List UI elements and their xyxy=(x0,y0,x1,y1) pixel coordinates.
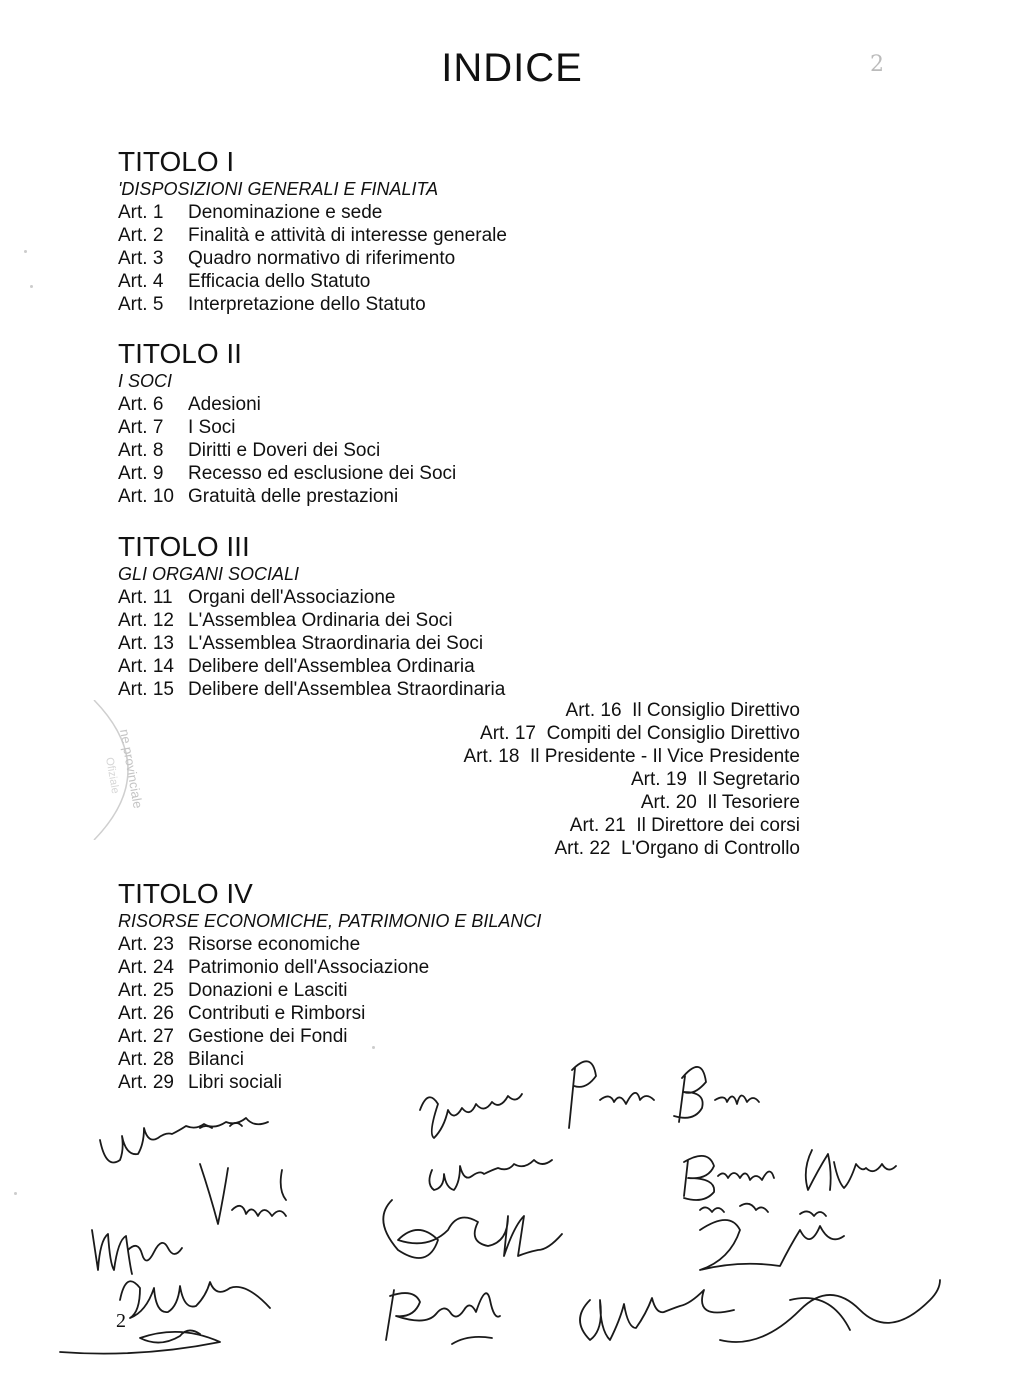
article-entry xyxy=(118,1071,541,1094)
article-title: Il Segretario xyxy=(697,769,800,790)
article-title: Interpretazione dello Statuto xyxy=(188,294,426,315)
section-titolo-4 xyxy=(118,878,541,1094)
scan-speck xyxy=(30,285,33,288)
signature-stroke xyxy=(580,1290,734,1340)
article-number: Art. 23 xyxy=(118,934,174,955)
article-number: Art. 28 xyxy=(118,1049,174,1070)
signature-stroke xyxy=(92,1230,182,1274)
article-title: Gratuità delle prestazioni xyxy=(188,486,399,507)
article-entry xyxy=(118,632,505,655)
article-number: Art. 14 xyxy=(118,656,174,677)
article-number: Art. 9 xyxy=(118,463,164,484)
article-title: Il Consiglio Direttivo xyxy=(632,700,800,721)
section-subtitle: RISORSE ECONOMICHE, PATRIMONIO E BILANCI xyxy=(118,911,542,931)
scan-speck xyxy=(14,1192,17,1195)
article-entry xyxy=(118,1048,541,1071)
section-heading: TITOLO III xyxy=(118,531,250,562)
official-stamp-mark xyxy=(92,700,162,840)
article-number: Art. 4 xyxy=(118,271,164,292)
signature-stroke xyxy=(700,1204,826,1216)
signature-stroke xyxy=(806,1150,896,1190)
article-title: Donazioni e Lasciti xyxy=(188,980,348,1001)
scan-speck xyxy=(372,1046,375,1049)
page-title: INDICE xyxy=(441,46,583,90)
article-number: Art. 5 xyxy=(118,294,164,315)
article-title: Bilanci xyxy=(188,1049,244,1070)
article-title: Adesioni xyxy=(188,394,261,415)
section-heading: TITOLO IV xyxy=(118,878,253,909)
signature-stroke xyxy=(684,1156,774,1200)
article-title: L'Assemblea Ordinaria dei Soci xyxy=(188,610,453,631)
article-title: Efficacia dello Statuto xyxy=(188,271,371,292)
section-titolo-3 xyxy=(118,531,505,701)
article-entry xyxy=(118,979,541,1002)
article-entry xyxy=(118,393,456,416)
signature-stroke xyxy=(569,1061,654,1128)
article-entry xyxy=(300,837,800,860)
article-entry xyxy=(118,956,541,979)
article-number: Art. 21 xyxy=(569,815,626,836)
article-entry xyxy=(118,933,541,956)
article-entry xyxy=(118,655,505,678)
article-title: Il Direttore dei corsi xyxy=(636,815,800,836)
article-number: Art. 2 xyxy=(118,225,164,246)
article-number: Art. 26 xyxy=(118,1003,174,1024)
signature-stroke xyxy=(386,1290,500,1344)
article-title: Gestione dei Fondi xyxy=(188,1026,348,1047)
signature-stroke xyxy=(100,1118,268,1163)
article-title: L'Assemblea Straordinaria dei Soci xyxy=(188,633,484,654)
article-entry xyxy=(118,485,456,508)
article-entry xyxy=(118,439,456,462)
article-number: Art. 1 xyxy=(118,202,164,223)
article-entry xyxy=(118,201,507,224)
article-number: Art. 19 xyxy=(631,769,687,790)
article-entry xyxy=(300,722,800,745)
article-number: Art. 29 xyxy=(118,1072,174,1093)
page-number: 2 xyxy=(116,1310,126,1332)
article-number: Art. 8 xyxy=(118,440,164,461)
article-entry xyxy=(118,270,507,293)
signature-stroke xyxy=(720,1280,940,1342)
section-heading: TITOLO I xyxy=(118,146,235,177)
article-title: Recesso ed esclusione dei Soci xyxy=(188,463,457,484)
article-title: Finalità e attività di interesse generale xyxy=(188,225,507,246)
section-subtitle: 'DISPOSIZIONI GENERALI E FINALITA xyxy=(118,179,439,199)
article-title: L'Organo di Controllo xyxy=(621,838,800,859)
article-number: Art. 24 xyxy=(118,957,174,978)
signature-stroke xyxy=(120,1281,270,1318)
article-entry xyxy=(300,745,800,768)
article-entry xyxy=(118,293,507,316)
article-entry xyxy=(118,586,505,609)
section-subtitle: GLI ORGANI SOCIALI xyxy=(118,564,300,584)
svg-text:Ofiziale: Ofiziale xyxy=(103,756,122,795)
section-titolo-3-continued xyxy=(300,699,800,860)
section-subtitle: I SOCI xyxy=(118,371,173,391)
article-title: Delibere dell'Assemblea Ordinaria xyxy=(188,656,475,677)
article-number: Art. 12 xyxy=(118,610,174,631)
scan-speck xyxy=(24,250,27,253)
article-number: Art. 15 xyxy=(118,679,174,700)
article-number: Art. 7 xyxy=(118,417,164,438)
article-number: Art. 10 xyxy=(118,486,174,507)
article-entry xyxy=(300,768,800,791)
article-title: Patrimonio dell'Associazione xyxy=(188,957,430,978)
article-entry xyxy=(118,462,456,485)
article-number: Art. 27 xyxy=(118,1026,174,1047)
svg-text:ne provinciale: ne provinciale xyxy=(117,727,146,810)
article-number: Art. 18 xyxy=(463,746,520,767)
article-entry xyxy=(300,814,800,837)
article-title: Il Tesoriere xyxy=(707,792,800,813)
signature-stroke xyxy=(383,1200,562,1258)
signature-stroke xyxy=(60,1330,220,1353)
article-entry xyxy=(118,224,507,247)
article-entry xyxy=(118,416,456,439)
article-number: Art. 22 xyxy=(554,838,611,859)
section-titolo-1 xyxy=(118,146,507,316)
article-title: Libri sociali xyxy=(188,1072,282,1093)
article-entry xyxy=(300,699,800,722)
article-title: I Soci xyxy=(188,417,236,438)
corner-page-mark: 2 xyxy=(870,52,884,77)
signature-stroke xyxy=(200,1164,286,1224)
article-title: Quadro normativo di riferimento xyxy=(188,248,456,269)
article-number: Art. 25 xyxy=(118,980,174,1001)
section-heading: TITOLO II xyxy=(118,338,242,369)
signature-stroke xyxy=(200,1123,242,1128)
article-number: Art. 13 xyxy=(118,633,174,654)
article-entry xyxy=(300,791,800,814)
section-titolo-2 xyxy=(118,338,456,508)
signature-stroke xyxy=(420,1094,522,1138)
article-entry xyxy=(118,247,507,270)
article-entry xyxy=(118,678,505,701)
article-title: Compiti del Consiglio Direttivo xyxy=(546,723,800,744)
signature-stroke xyxy=(429,1160,552,1190)
article-title: Contributi e Rimborsi xyxy=(188,1003,366,1024)
article-number: Art. 6 xyxy=(118,394,164,415)
article-number: Art. 11 xyxy=(118,587,173,608)
article-entry xyxy=(118,1025,541,1048)
article-title: Organi dell'Associazione xyxy=(188,587,396,608)
article-number: Art. 20 xyxy=(640,792,697,813)
article-title: Diritti e Doveri dei Soci xyxy=(188,440,381,461)
signature-stroke xyxy=(674,1067,759,1122)
article-entry xyxy=(118,609,505,632)
article-number: Art. 3 xyxy=(118,248,164,269)
article-title: Delibere dell'Assemblea Straordinaria xyxy=(188,679,506,700)
article-number: Art. 16 xyxy=(565,700,622,721)
article-title: Il Presidente - Il Vice Presidente xyxy=(529,746,800,767)
signature-stroke xyxy=(700,1220,844,1270)
article-title: Denominazione e sede xyxy=(188,202,383,223)
article-number: Art. 17 xyxy=(480,723,536,744)
article-entry xyxy=(118,1002,541,1025)
article-title: Risorse economiche xyxy=(188,934,361,955)
